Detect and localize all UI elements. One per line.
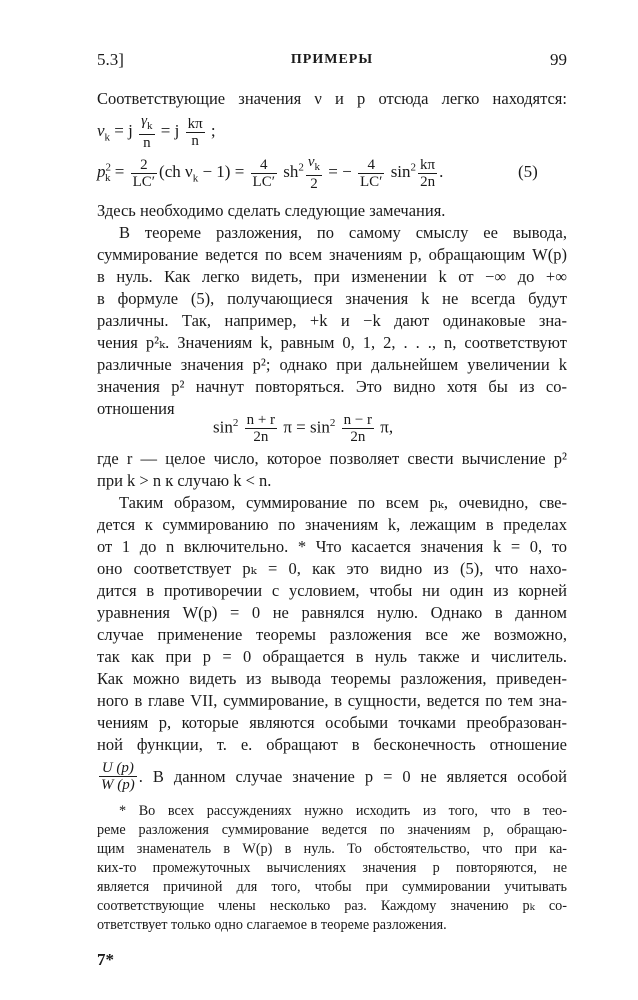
nu-frac1-den: n (143, 135, 151, 151)
p-eq: = (114, 161, 125, 181)
para1-line: в формуле (5), получающиеся значения k не всегда будут (97, 289, 567, 308)
p-frac4-den: LC′ (359, 173, 383, 190)
p-frac5-den: 2n (420, 173, 436, 190)
para1-line: значения p² начнут повторяться. Это видно хотя бы из со- (97, 377, 567, 396)
p-lhs-sub: k (105, 172, 111, 185)
para1-line: различные значения p²; однако при дальнейшем увеличении k (97, 355, 567, 374)
p-mid1-end: − 1) = (202, 161, 245, 181)
p-mid1-sub: k (192, 172, 199, 185)
nu-eq2: = j (160, 120, 180, 140)
p-lhs: p (97, 161, 106, 181)
sin-left: sin (213, 417, 233, 437)
formula-p (97, 154, 443, 192)
nu-frac2-den: n (191, 132, 199, 149)
formula-sin (213, 412, 393, 445)
nu-frac1-num: γ (141, 113, 148, 129)
ratio-den: W (p) (101, 777, 135, 793)
signature-mark: 7* (97, 950, 114, 969)
p-mid2: sh (283, 161, 299, 181)
para2-line: при k > n к случаю k < n. (97, 471, 272, 490)
footnote-line: ответствует только одно слагаемое в теореме разложения. (97, 917, 447, 933)
para3-line: случае применение теоремы разложения все же возможно, (97, 625, 567, 644)
para3-line: уравнения W(p) = 0 не равнялся нулю. Однако в данном (97, 603, 567, 622)
nu-frac1-num-sub: k (147, 120, 153, 132)
nu-end: ; (210, 120, 216, 140)
footnote-line: реме разложения суммирование ведется по значениям p, обращаю- (97, 822, 567, 838)
sin-mid-sup: 2 (329, 416, 336, 429)
para3-line: Таким образом, суммирование по всем pₖ, очевидно, све- (119, 493, 567, 512)
para3-line: чениям p, которые являются особыми точками преобразован- (97, 713, 567, 732)
p-frac5-num: kπ (420, 156, 436, 173)
section-number: 5.3] (97, 50, 124, 69)
p-mid3: = − (328, 161, 352, 181)
sin-mid: π = sin (283, 417, 330, 437)
para1-line: чения p²ₖ. Значениям k, равным 0, 1, 2, . . ., n, соответствуют (97, 333, 567, 352)
para1-line: В теореме разложения, по самому смыслу ее вывода, (119, 223, 567, 242)
p-frac2 (251, 157, 277, 190)
p-mid1: (ch ν (159, 161, 193, 181)
p-frac1 (131, 157, 157, 190)
para1-line: суммирование ведется по всем значениям p, обращающим W(p) (97, 245, 567, 264)
para3-line: ного в главе VII, суммирование, в сущности, ведется по тем зна- (97, 691, 567, 710)
p-frac1-num: 2 (131, 157, 157, 174)
footnote-line: * Во всех рассуждениях нужно исходить из того, что в тео- (119, 803, 567, 819)
para3-line: оно соответствует pₖ = 0, как это видно из (5), что нахо- (97, 559, 567, 578)
equation-number: (5) (518, 162, 538, 181)
sin-frac2 (342, 412, 374, 445)
ratio-num: U (p) (99, 760, 137, 777)
para1-line: различны. Так, например, +k и −k дают одинаковые зна- (97, 311, 567, 330)
nu-frac2-num: kπ (187, 115, 203, 132)
page-header (97, 50, 567, 76)
p-frac3-num-sub: k (314, 161, 321, 173)
p-frac4-num: 4 (358, 157, 384, 174)
para1-line: Здесь необходимо сделать следующие замечания. (97, 201, 446, 220)
nu-frac1 (139, 113, 154, 151)
last-line-text: . В данном случае значение p = 0 не является особой (138, 766, 567, 786)
p-mid4: sin (390, 161, 411, 181)
footnote-line: ких-то промежуточных вычислениях значения p повторяются, не (97, 860, 567, 876)
para1-line: отношения (97, 399, 175, 418)
sin-frac1-num: n + r (246, 412, 276, 428)
page-number: 99 (550, 50, 567, 69)
p-end: . (439, 161, 444, 181)
ratio-fraction (99, 760, 137, 793)
formula-nu (97, 113, 216, 151)
para3-line: ной функции, т. е. обращают в бесконечность отношение (97, 735, 567, 754)
para2-line: где r — целое число, которое позволяет свести вычисление p² (97, 449, 567, 468)
footnote-line: является причиной для того, чтобы при суммировании учитывать (97, 879, 567, 895)
p-frac2-num: 4 (251, 157, 277, 174)
nu-lhs: ν (97, 120, 105, 140)
p-mid2-sup: 2 (298, 161, 304, 174)
p-lhs-sup: 2 (105, 161, 111, 174)
p-frac1-den: LC′ (132, 173, 156, 190)
p-frac3-den: 2 (310, 176, 318, 192)
last-line (97, 760, 567, 793)
nu-lhs-sub: k (104, 131, 111, 144)
para3-line: дется к суммированию по значениям k, лежащим в пределах (97, 515, 567, 534)
running-title: ПРИМЕРЫ (290, 52, 374, 67)
p-frac4 (358, 157, 384, 190)
nu-frac2 (186, 116, 205, 149)
sin-frac1 (245, 412, 277, 445)
sin-end: π, (380, 417, 394, 437)
p-frac3-num: ν (307, 154, 315, 170)
sin-left-sup: 2 (232, 416, 239, 429)
para3-line: от 1 до n включительно. * Что касается значения k = 0, то (97, 537, 567, 556)
sin-frac2-num: n − r (343, 412, 373, 428)
p-mid4-sup: 2 (410, 161, 417, 174)
nu-eq1: = j (114, 120, 133, 140)
footnote-line: щим знаменатель в W(p) в нуль. То обстоятельство, что при ка- (97, 841, 567, 857)
para3-line: так как при p = 0 обращается в нуль также и числитель. (97, 647, 567, 666)
para3-line: Как можно видеть из вывода теоремы разложения, приведен- (97, 669, 567, 688)
footnote-line: соответствующие члены несколько раз. Каждому значению pₖ со- (97, 898, 567, 914)
intro-line: Соответствующие значения ν и p отсюда легко находятся: (97, 89, 567, 108)
para1-line: в нуль. Как легко видеть, при изменении k от −∞ до +∞ (97, 267, 567, 286)
p-frac2-den: LC′ (252, 173, 275, 190)
p-frac5 (418, 157, 437, 190)
p-frac3 (306, 154, 322, 192)
sin-frac1-den: 2n (253, 429, 269, 445)
sin-frac2-den: 2n (350, 429, 366, 445)
para3-line: дится в противоречии с условием, чтобы ни один из корней (97, 581, 567, 600)
